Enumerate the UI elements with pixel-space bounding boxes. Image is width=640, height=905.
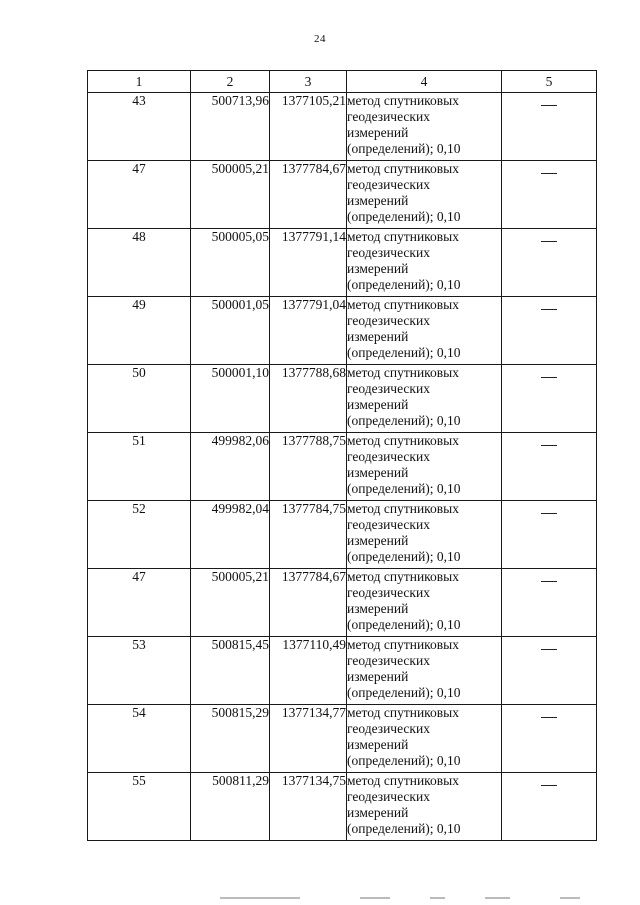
method-line: метод спутниковых — [347, 773, 459, 788]
method-line: (определений); 0,10 — [347, 481, 461, 496]
dash-mark — [541, 717, 557, 718]
method-cell — [347, 569, 502, 637]
column-5-cell — [502, 569, 597, 637]
method-line: (определений); 0,10 — [347, 549, 461, 564]
page-number: 24 — [314, 33, 326, 45]
method-cell — [347, 297, 502, 365]
x-coordinate-cell: 500005,21 — [191, 569, 270, 637]
header-col-1: 1 — [88, 71, 191, 93]
method-cell — [347, 501, 502, 569]
column-5-cell — [502, 501, 597, 569]
y-coordinate-cell: 1377105,21 — [270, 93, 347, 161]
method-line: метод спутниковых — [347, 569, 459, 584]
x-coordinate-cell: 500815,45 — [191, 637, 270, 705]
method-cell — [347, 365, 502, 433]
method-cell — [347, 229, 502, 297]
method-line: геодезических — [347, 313, 430, 328]
dash-mark — [541, 241, 557, 242]
method-line: метод спутниковых — [347, 93, 459, 108]
method-line: (определений); 0,10 — [347, 277, 461, 292]
method-line: метод спутниковых — [347, 229, 459, 244]
method-line: метод спутниковых — [347, 433, 459, 448]
y-coordinate-cell: 1377788,75 — [270, 433, 347, 501]
point-number-cell: 54 — [88, 705, 191, 773]
point-number-cell: 53 — [88, 637, 191, 705]
table-header-row — [88, 71, 597, 93]
method-cell — [347, 161, 502, 229]
method-line: (определений); 0,10 — [347, 617, 461, 632]
method-line: (определений); 0,10 — [347, 345, 461, 360]
method-line: геодезических — [347, 109, 430, 124]
method-line: метод спутниковых — [347, 365, 459, 380]
x-coordinate-cell: 499982,06 — [191, 433, 270, 501]
header-col-4: 4 — [347, 71, 502, 93]
header-col-3: 3 — [270, 71, 347, 93]
method-line: (определений); 0,10 — [347, 413, 461, 428]
header-col-5: 5 — [502, 71, 597, 93]
point-number-cell: 55 — [88, 773, 191, 841]
method-line: измерений — [347, 533, 409, 548]
point-number-cell: 52 — [88, 501, 191, 569]
column-5-cell — [502, 365, 597, 433]
table-row — [88, 705, 597, 773]
method-line: геодезических — [347, 721, 430, 736]
x-coordinate-cell: 500001,05 — [191, 297, 270, 365]
table-row — [88, 773, 597, 841]
method-line: (определений); 0,10 — [347, 209, 461, 224]
method-line: геодезических — [347, 177, 430, 192]
header-col-2: 2 — [191, 71, 270, 93]
method-line: геодезических — [347, 789, 430, 804]
point-number-cell: 48 — [88, 229, 191, 297]
x-coordinate-cell: 500005,05 — [191, 229, 270, 297]
x-coordinate-cell: 499982,04 — [191, 501, 270, 569]
method-line: измерений — [347, 125, 409, 140]
method-line: измерений — [347, 805, 409, 820]
dash-mark — [541, 309, 557, 310]
dash-mark — [541, 785, 557, 786]
table-row — [88, 569, 597, 637]
table-row — [88, 365, 597, 433]
method-line: геодезических — [347, 585, 430, 600]
method-line: метод спутниковых — [347, 161, 459, 176]
dash-mark — [541, 377, 557, 378]
point-number-cell: 49 — [88, 297, 191, 365]
x-coordinate-cell: 500815,29 — [191, 705, 270, 773]
point-number-cell: 47 — [88, 161, 191, 229]
method-line: измерений — [347, 193, 409, 208]
column-5-cell — [502, 433, 597, 501]
y-coordinate-cell: 1377784,67 — [270, 569, 347, 637]
method-line: измерений — [347, 465, 409, 480]
method-line: (определений); 0,10 — [347, 685, 461, 700]
method-line: (определений); 0,10 — [347, 141, 461, 156]
table-row — [88, 637, 597, 705]
y-coordinate-cell: 1377110,49 — [270, 637, 347, 705]
dash-mark — [541, 173, 557, 174]
y-coordinate-cell: 1377784,67 — [270, 161, 347, 229]
method-line: измерений — [347, 261, 409, 276]
column-5-cell — [502, 93, 597, 161]
method-line: измерений — [347, 737, 409, 752]
dash-mark — [541, 649, 557, 650]
method-line: геодезических — [347, 449, 430, 464]
y-coordinate-cell: 1377784,75 — [270, 501, 347, 569]
method-line: измерений — [347, 329, 409, 344]
y-coordinate-cell: 1377134,75 — [270, 773, 347, 841]
x-coordinate-cell: 500713,96 — [191, 93, 270, 161]
x-coordinate-cell: 500811,29 — [191, 773, 270, 841]
method-line: измерений — [347, 397, 409, 412]
x-coordinate-cell: 500001,10 — [191, 365, 270, 433]
column-5-cell — [502, 297, 597, 365]
y-coordinate-cell: 1377788,68 — [270, 365, 347, 433]
method-cell — [347, 773, 502, 841]
dash-mark — [541, 445, 557, 446]
column-5-cell — [502, 637, 597, 705]
table-row — [88, 229, 597, 297]
coordinates-table — [87, 70, 597, 841]
scan-edge-artifacts — [0, 897, 640, 901]
method-line: метод спутниковых — [347, 637, 459, 652]
method-line: метод спутниковых — [347, 297, 459, 312]
point-number-cell: 47 — [88, 569, 191, 637]
column-5-cell — [502, 705, 597, 773]
table-row — [88, 161, 597, 229]
table-row — [88, 297, 597, 365]
method-line: измерений — [347, 601, 409, 616]
table-row — [88, 93, 597, 161]
column-5-cell — [502, 229, 597, 297]
method-line: геодезических — [347, 245, 430, 260]
y-coordinate-cell: 1377134,77 — [270, 705, 347, 773]
method-cell — [347, 705, 502, 773]
method-line: метод спутниковых — [347, 501, 459, 516]
method-line: метод спутниковых — [347, 705, 459, 720]
dash-mark — [541, 105, 557, 106]
y-coordinate-cell: 1377791,14 — [270, 229, 347, 297]
point-number-cell: 50 — [88, 365, 191, 433]
x-coordinate-cell: 500005,21 — [191, 161, 270, 229]
method-line: геодезических — [347, 653, 430, 668]
method-cell — [347, 433, 502, 501]
column-5-cell — [502, 773, 597, 841]
point-number-cell: 51 — [88, 433, 191, 501]
table-row — [88, 501, 597, 569]
column-5-cell — [502, 161, 597, 229]
dash-mark — [541, 581, 557, 582]
method-line: измерений — [347, 669, 409, 684]
dash-mark — [541, 513, 557, 514]
method-line: (определений); 0,10 — [347, 821, 461, 836]
table-row — [88, 433, 597, 501]
y-coordinate-cell: 1377791,04 — [270, 297, 347, 365]
method-line: геодезических — [347, 517, 430, 532]
method-line: (определений); 0,10 — [347, 753, 461, 768]
point-number-cell: 43 — [88, 93, 191, 161]
method-cell — [347, 637, 502, 705]
method-line: геодезических — [347, 381, 430, 396]
method-cell — [347, 93, 502, 161]
